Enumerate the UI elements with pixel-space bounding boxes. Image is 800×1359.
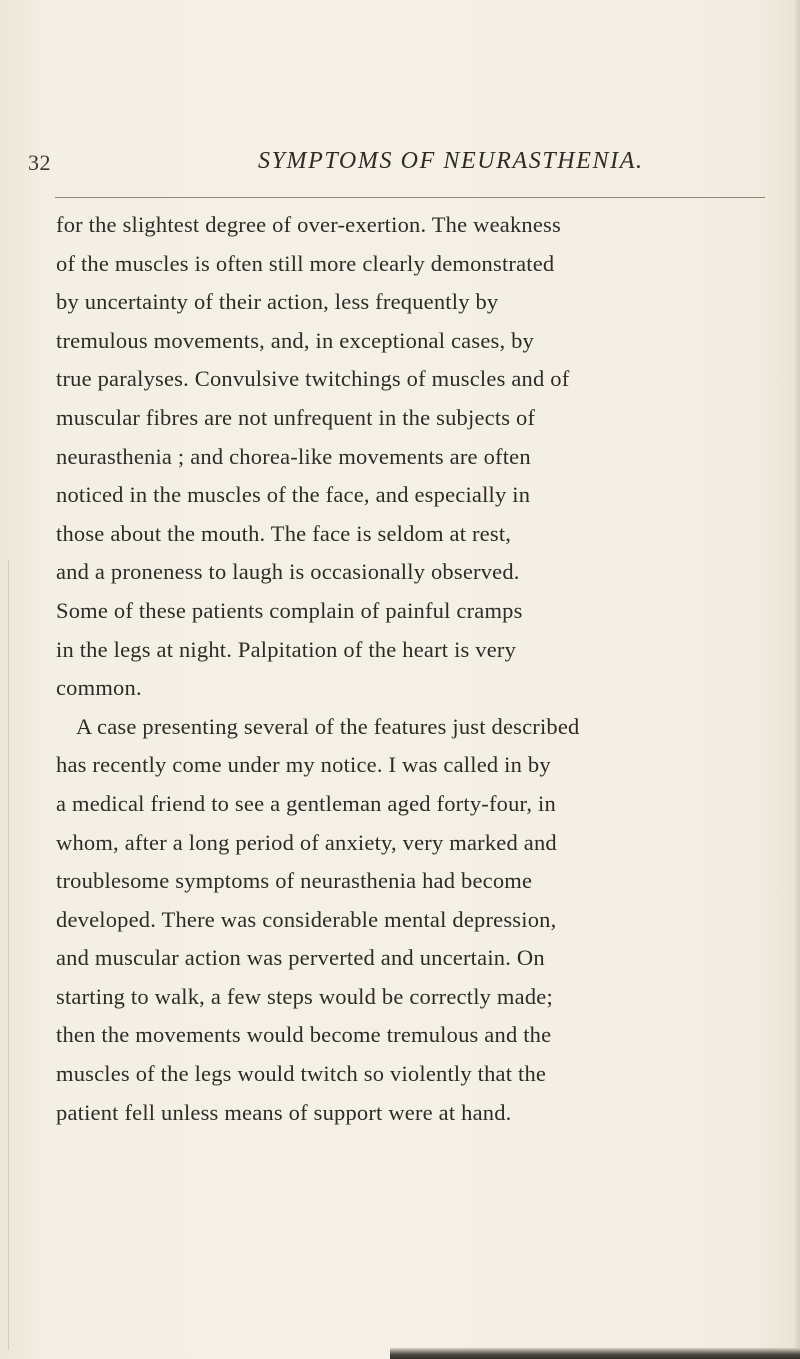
text-line: by uncertainty of their action, less frequently by <box>56 289 499 315</box>
page-number: 32 <box>28 150 51 175</box>
text-line: tremulous movements, and, in exceptional cases, by <box>56 327 535 353</box>
page-right-edge <box>795 0 800 1359</box>
text-line: troublesome symptoms of neurasthenia had become <box>56 868 533 894</box>
text-line: then the movements would become tremulous and the <box>56 1022 552 1048</box>
text-line: common. <box>56 675 142 701</box>
text-line: noticed in the muscles of the face, and especially in <box>56 482 531 508</box>
running-title: SYMPTOMS OF NEURASTHENIA. <box>258 148 644 174</box>
text-line: neurasthenia ; and chorea-like movements are often <box>56 443 531 469</box>
body-text <box>56 206 776 1132</box>
text-line: starting to walk, a few steps would be correctly made; <box>56 983 553 1009</box>
page-bottom-edge <box>390 1348 800 1359</box>
text-line: muscular fibres are not unfrequent in the subjects of <box>56 404 536 430</box>
text-line: muscles of the legs would twitch so violently that the <box>56 1061 547 1087</box>
page-header <box>28 148 768 188</box>
text-line: and a proneness to laugh is occasionally observed. <box>56 559 520 585</box>
text-line: Some of these patients complain of painful cramps <box>56 597 523 623</box>
text-line: of the muscles is often still more clearly demonstrated <box>56 250 555 276</box>
text-line: in the legs at night. Palpitation of the heart is very <box>56 636 517 662</box>
paragraph-start-line: A case presenting several of the features just described <box>76 713 580 739</box>
text-line: for the slightest degree of over-exertion. The weakness <box>56 212 561 237</box>
text-line: true paralyses. Convulsive twitchings of muscles and of <box>56 366 570 392</box>
text-line: whom, after a long period of anxiety, very marked and <box>56 829 557 855</box>
text-line: those about the mouth. The face is seldom at rest, <box>56 520 512 546</box>
text-line: a medical friend to see a gentleman aged forty-four, in <box>56 790 556 816</box>
text-line: and muscular action was perverted and uncertain. On <box>56 945 545 971</box>
text-line: patient fell unless means of support were at hand. <box>56 1099 512 1125</box>
text-line: has recently come under my notice. I was called in by <box>56 752 551 778</box>
page-gutter-shadow <box>8 560 9 1350</box>
header-rule <box>55 197 765 198</box>
text-line: developed. There was considerable mental depression, <box>56 906 557 932</box>
